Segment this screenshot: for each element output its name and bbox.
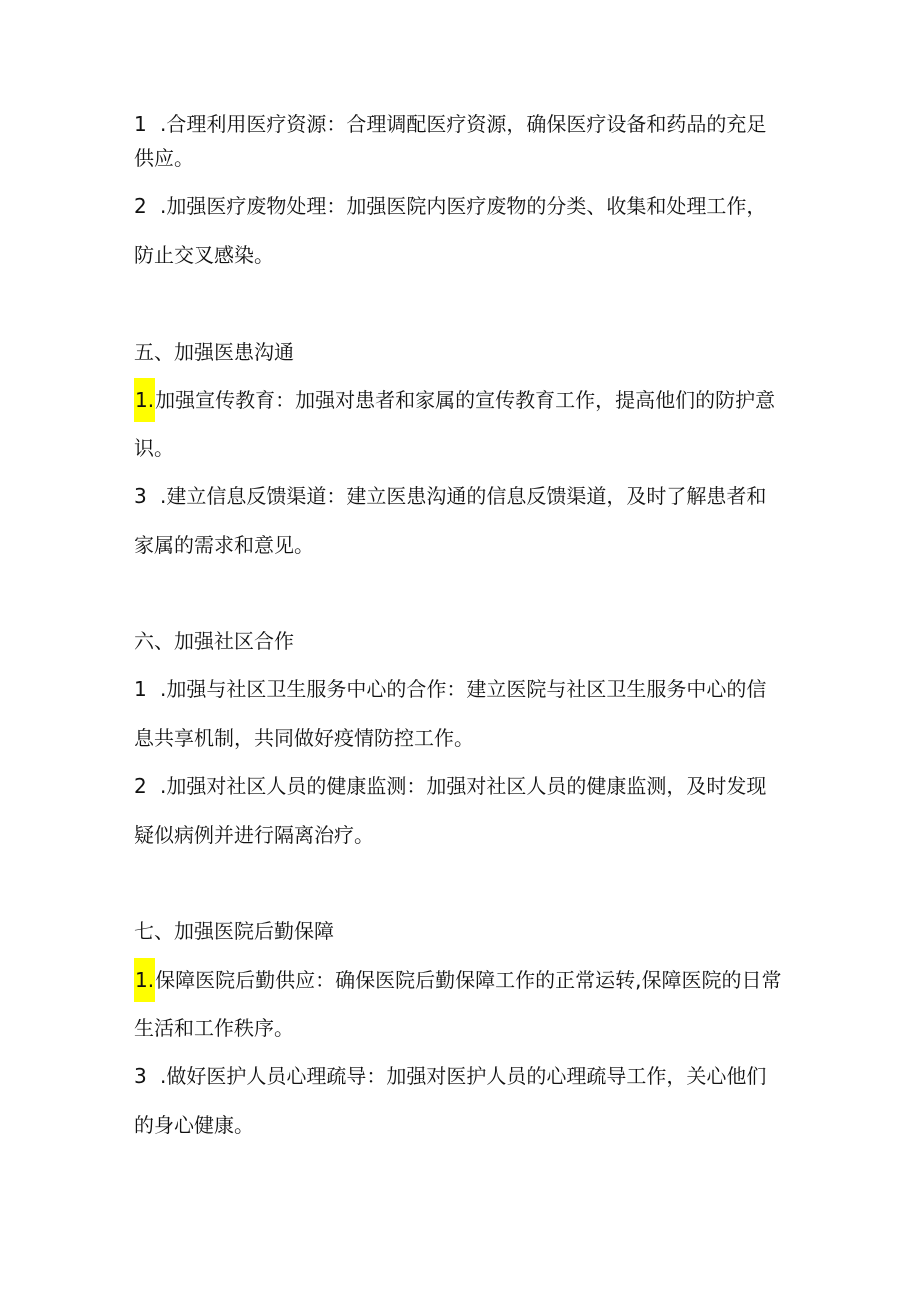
- list-item-line: [134, 724, 474, 752]
- list-item-line: [134, 434, 174, 462]
- item-text: 识。: [134, 436, 174, 460]
- item-text: 疑似病例并进行隔离治疗。: [134, 823, 374, 847]
- item-number: 3: [134, 484, 147, 508]
- item-text: .合理利用医疗资源：合理调配医疗资源，确保医疗设备和药品的充足: [160, 112, 767, 136]
- list-item-line: [134, 966, 781, 994]
- list-item-line: [134, 386, 775, 414]
- section-heading: 六、加强社区合作: [134, 629, 294, 653]
- item-text: 息共享机制，共同做好疫情防控工作。: [134, 726, 474, 750]
- list-item-line: [134, 821, 374, 849]
- item-text: .加强与社区卫生服务中心的合作：建立医院与社区卫生服务中心的信: [160, 677, 767, 701]
- list-item-line: [134, 1111, 254, 1139]
- section-heading: 五、加强医患沟通: [134, 340, 294, 364]
- list-item-line: [134, 675, 766, 703]
- item-text: .加强医疗废物处理：加强医院内医疗废物的分类、收集和处理工作，: [160, 194, 767, 218]
- item-number-highlighted: 1.: [134, 378, 155, 422]
- item-text: 保障医院后勤供应：确保医院后勤保障工作的正常运转,保障医院的日常: [155, 968, 782, 992]
- item-text: .建立信息反馈渠道：建立医患沟通的信息反馈渠道，及时了解患者和: [160, 484, 767, 508]
- list-item-line: [134, 1062, 766, 1090]
- list-item-line: [134, 482, 766, 510]
- list-item-line: [134, 144, 194, 172]
- list-item-line: [134, 1014, 294, 1042]
- item-text: 加强宣传教育：加强对患者和家属的宣传教育工作，提高他们的防护意: [155, 388, 776, 412]
- item-number: 2: [134, 774, 147, 798]
- item-number: 1: [134, 112, 147, 136]
- list-item-line: [134, 192, 766, 220]
- item-text: 家属的需求和意见。: [134, 533, 314, 557]
- item-text: .加强对社区人员的健康监测：加强对社区人员的健康监测，及时发现: [160, 774, 767, 798]
- item-text: .做好医护人员心理疏导：加强对医护人员的心理疏导工作，关心他们: [160, 1064, 767, 1088]
- list-item-line: [134, 772, 766, 800]
- item-text: 生活和工作秩序。: [134, 1016, 294, 1040]
- item-number: 3: [134, 1064, 147, 1088]
- item-text: 供应。: [134, 146, 194, 170]
- item-text: 的身心健康。: [134, 1113, 254, 1137]
- list-item-line: [134, 241, 274, 269]
- item-number-highlighted: 1.: [134, 958, 155, 1002]
- item-number: 2: [134, 194, 147, 218]
- item-number: 1: [134, 677, 147, 701]
- item-text: 防止交叉感染。: [134, 243, 274, 267]
- section-heading: 七、加强医院后勤保障: [134, 919, 334, 943]
- list-item-line: [134, 531, 314, 559]
- list-item-line: [134, 110, 766, 138]
